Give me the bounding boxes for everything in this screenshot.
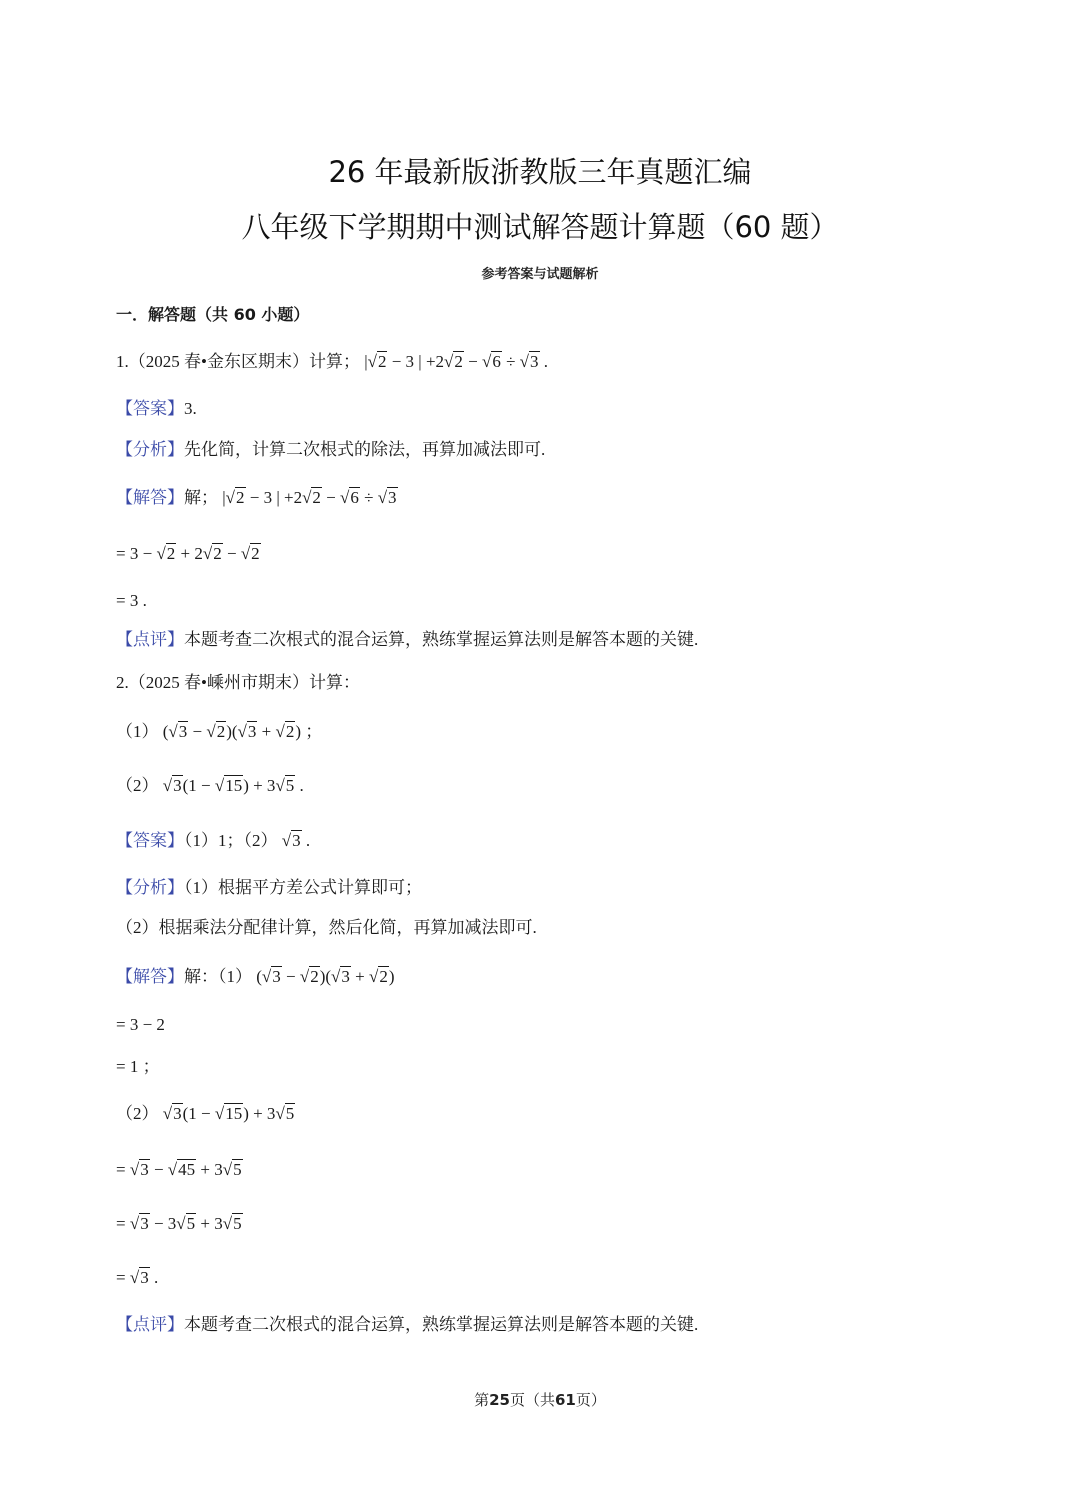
problem-2-solution: 【解答】解：（1） (√3 − √2)(√3 + √2) xyxy=(116,967,395,986)
document-subtitle-title: 八年级下学期期中测试解答题计算题（60 题） xyxy=(241,210,839,244)
problem-1-statement: 1.（2025 春•金东区期末）计算； |√2 − 3 | +2√2 − √6 ÷ √3 . xyxy=(116,352,548,371)
current-page-number: 25 xyxy=(489,1391,510,1409)
problem-1-step-1: = 3 − √2 + 2√2 − √2 xyxy=(116,544,260,563)
problem-2-statement: 2.（2025 春•嵊州市期末）计算： xyxy=(116,673,360,692)
problem-2-part-2: （2） √3(1 − √15) + 3√5 . xyxy=(116,776,304,795)
problem-1-solution: 【解答】解； |√2 − 3 | +2√2 − √6 ÷ √3 xyxy=(116,488,397,507)
problem-1-answer: 【答案】3. xyxy=(116,399,197,418)
problem-2-answer: 【答案】（1）1；（2） √3 . xyxy=(116,831,311,850)
problem-2-step-d: = √3 − 3√5 + 3√5 xyxy=(116,1214,242,1233)
problem-1-comment: 【点评】本题考查二次根式的混合运算，熟练掌握运算法则是解答本题的关键. xyxy=(116,630,699,649)
problem-1-analysis: 【分析】先化简，计算二次根式的除法，再算加减法即可. xyxy=(116,440,546,459)
page-footer: 第25页（共61页） xyxy=(474,1391,606,1409)
problem-2-step-e: = √3 . xyxy=(116,1268,159,1287)
problem-2-part-1: （1） (√3 − √2)(√3 + √2) ； xyxy=(116,722,323,741)
problem-2-step-a: = 3 − 2 xyxy=(116,1015,165,1034)
total-page-number: 61 xyxy=(555,1391,576,1409)
section-heading: 一．解答题（共 60 小题） xyxy=(116,305,310,324)
problem-2-step-b: = 1 ； xyxy=(116,1057,160,1076)
problem-2-step-c: = √3 − √45 + 3√5 xyxy=(116,1160,242,1179)
answer-key-heading: 参考答案与试题解析 xyxy=(481,267,599,282)
document-title: 26 年最新版浙教版三年真题汇编 xyxy=(328,155,752,189)
problem-2-analysis-2: （2）根据乘法分配律计算，然后化简，再算加减法即可. xyxy=(116,918,537,937)
problem-2-comment: 【点评】本题考查二次根式的混合运算，熟练掌握运算法则是解答本题的关键. xyxy=(116,1315,699,1334)
problem-2-solution-part-2: （2） √3(1 − √15) + 3√5 xyxy=(116,1104,295,1123)
problem-1-step-2: = 3 . xyxy=(116,591,147,610)
problem-2-analysis-1: 【分析】（1）根据平方差公式计算即可； xyxy=(116,878,422,897)
